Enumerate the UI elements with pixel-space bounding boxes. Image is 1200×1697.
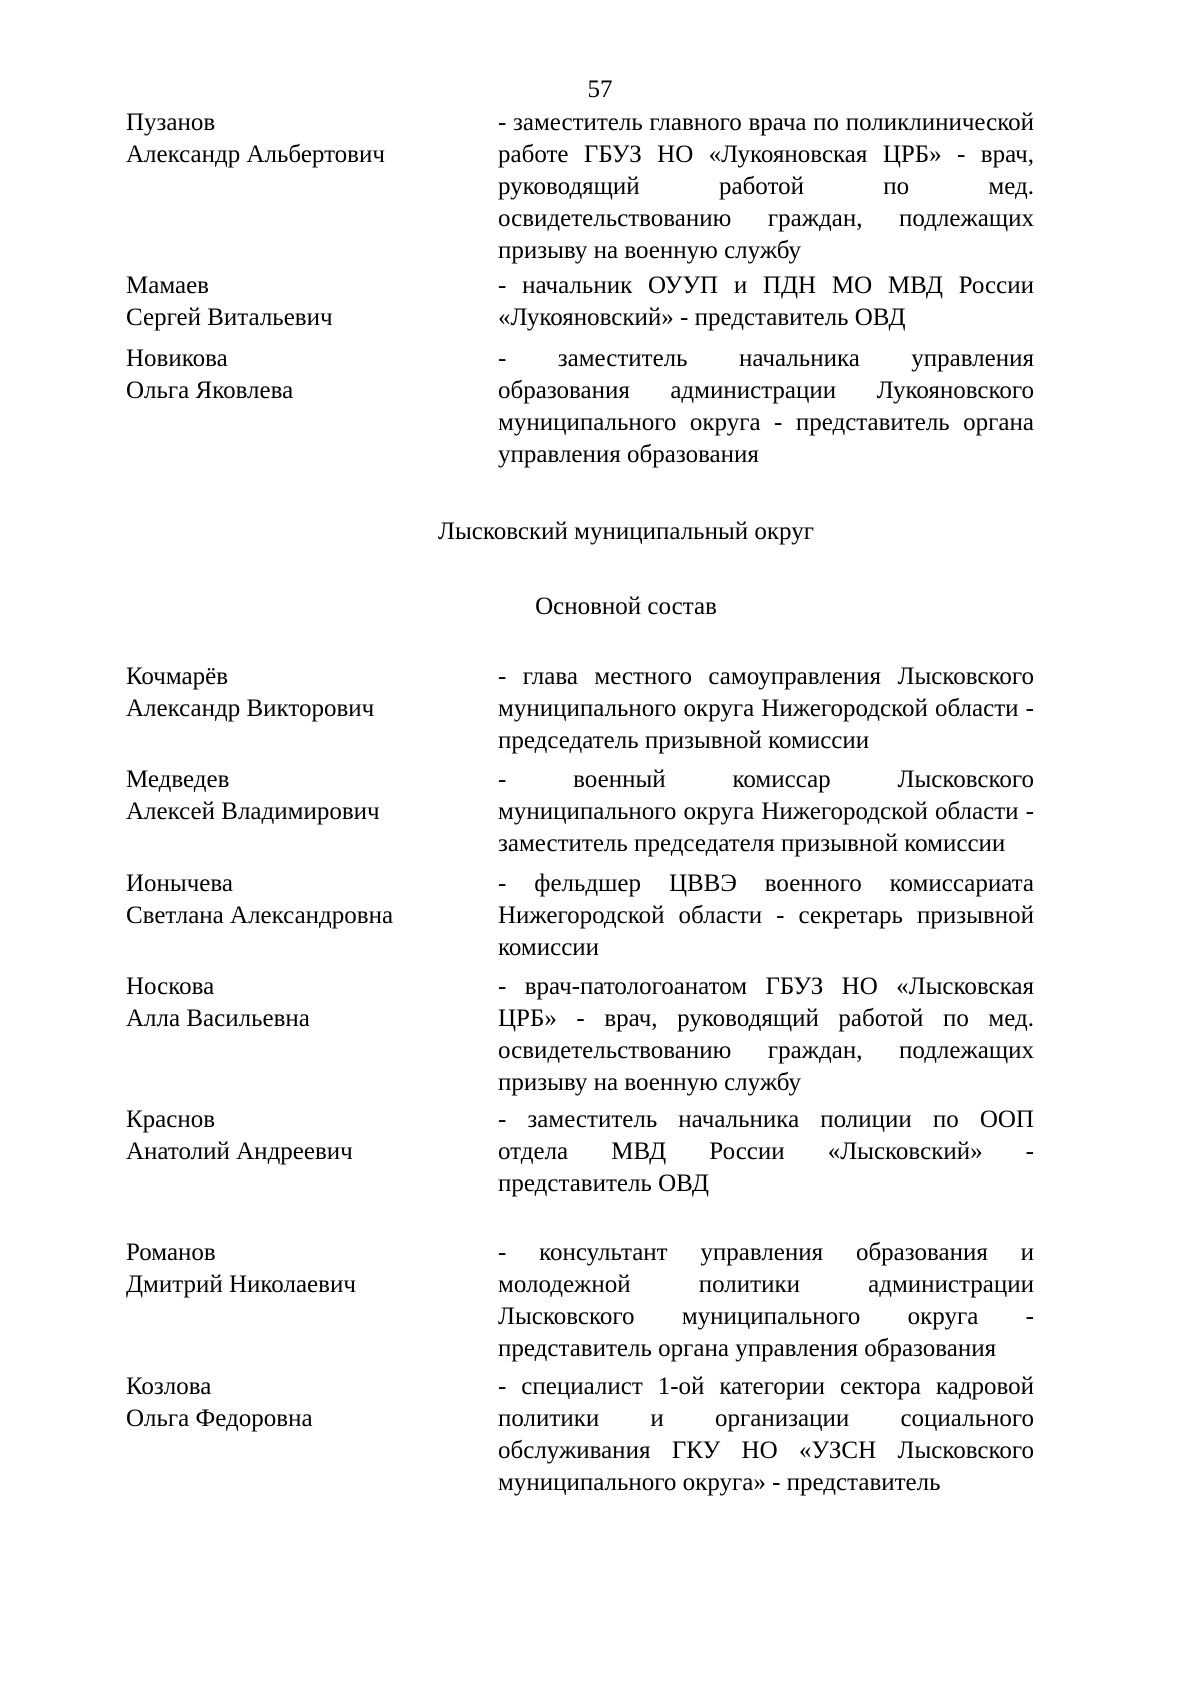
member-surname: Козлова <box>126 1373 212 1400</box>
district-heading: Лысковский муниципальный округ <box>438 518 814 545</box>
member-role: - военный комиссар Лысковского муниципального округа Нижегородской области - заместитель председателя призывной комиссии <box>498 766 1034 857</box>
member-surname: Пузанов <box>126 109 216 136</box>
member-given-name: Сергей Витальевич <box>126 304 333 331</box>
member-given-name: Александр Альбертович <box>126 141 385 168</box>
member-name <box>126 1371 486 1435</box>
member-role: - начальник ОУУП и ПДН МО МВД России «Лукояновский» - представитель ОВД <box>498 272 1034 331</box>
member-name <box>126 1237 486 1301</box>
member-given-name: Анатолий Андреевич <box>126 1138 353 1165</box>
member-surname: Мамаев <box>126 272 209 299</box>
member-role: - консультант управления образования и молодежной политики администрации Лысковского муниципального округа - представитель органа управления образования <box>498 1239 1034 1362</box>
member-given-name: Дмитрий Николаевич <box>126 1271 356 1298</box>
member-given-name: Алла Васильевна <box>126 1005 310 1032</box>
member-role: - глава местного самоуправления Лысковского муниципального округа Нижегородской области - председатель призывной комиссии <box>498 663 1034 754</box>
member-role: - заместитель начальника управления образования администрации Лукояновского муниципального округа - представитель органа управления образования <box>498 345 1034 468</box>
member-surname: Романов <box>126 1239 216 1266</box>
member-name <box>126 1104 486 1168</box>
member-role: - врач-патологоанатом ГБУЗ НО «Лысковская ЦРБ» - врач, руководящий работой по мед. освидетельствованию граждан, подлежащих призыву на военную службу <box>498 973 1034 1096</box>
member-given-name: Алексей Владимирович <box>126 798 380 825</box>
member-name <box>126 270 486 334</box>
member-given-name: Ольга Яковлева <box>126 377 294 404</box>
member-role: - специалист 1-ой категории сектора кадровой политики и организации социального обслуживания ГКУ НО «УЗСН Лысковского муниципального округа» - представитель <box>498 1373 1034 1496</box>
member-role: - фельдшер ЦВВЭ военного комиссариата Нижегородской области - секретарь призывной комиссии <box>498 870 1034 961</box>
member-name <box>126 661 486 725</box>
member-surname: Новикова <box>126 345 228 372</box>
member-surname: Кочмарёв <box>126 663 229 690</box>
composition-heading: Основной состав <box>535 593 717 620</box>
member-role: - заместитель главного врача по поликлинической работе ГБУЗ НО «Лукояновская ЦРБ» - врач, руководящий работой по мед. освидетельствованию граждан, подлежащих призыву на военную службу <box>498 109 1034 264</box>
member-surname: Медведев <box>126 766 230 793</box>
member-name <box>126 971 486 1035</box>
member-name <box>126 868 486 932</box>
member-surname: Ионычева <box>126 870 233 897</box>
member-name <box>126 764 486 828</box>
member-role: - заместитель начальника полиции по ООП отдела МВД России «Лысковский» - представитель ОВД <box>498 1106 1034 1197</box>
member-given-name: Светлана Александровна <box>126 902 394 929</box>
member-surname: Краснов <box>126 1106 216 1133</box>
member-name <box>126 343 486 407</box>
member-given-name: Александр Викторович <box>126 695 375 722</box>
member-given-name: Ольга Федоровна <box>126 1405 313 1432</box>
member-surname: Носкова <box>126 973 215 1000</box>
page-number: 57 <box>587 76 613 103</box>
member-name <box>126 107 486 171</box>
